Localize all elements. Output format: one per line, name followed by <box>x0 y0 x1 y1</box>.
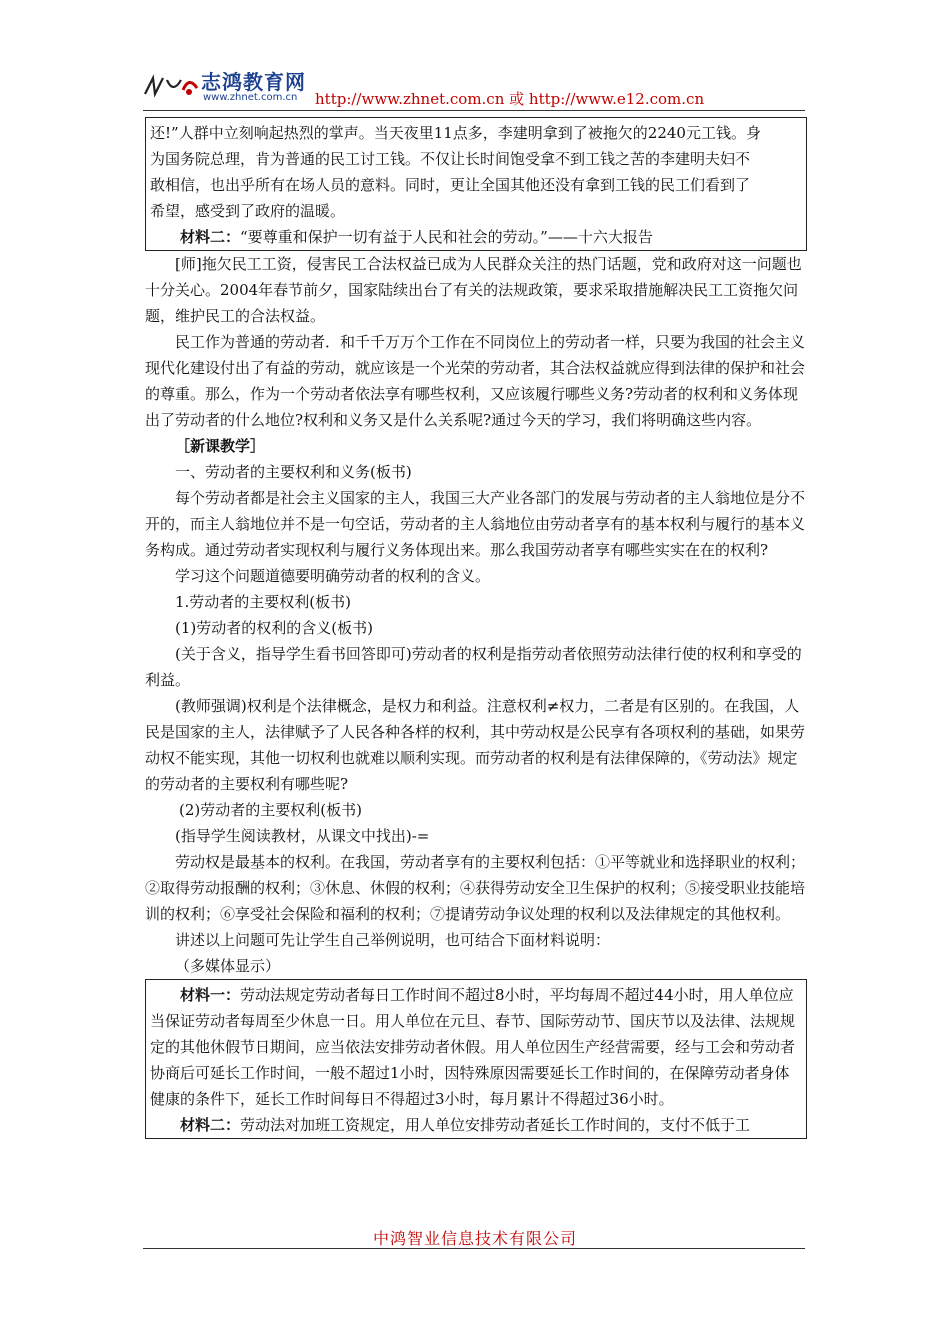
heading-level-3: (1)劳动者的权利的含义(板书) <box>175 619 373 637</box>
header-divider <box>143 110 805 111</box>
footer-company: 中鸿智业信息技术有限公司 <box>372 1229 577 1248</box>
paragraph: 学习这个问题道德要明确劳动者的权利的含义。 <box>175 567 491 585</box>
material-two <box>146 1112 806 1138</box>
material-text: 劳动法规定劳动者每日工作时间不超过8小时，平均每周不超过44小时，用人单位应当保证劳动者每周至少休息一日。用人单位在元旦、春节、国际劳动节、国庆节以及法律、法规规定的其他休假节日期间，应当依法安排劳动者休假。用人单位因生产经营需要，经与工会和劳动者协商后可延长工作时间，一般不超过1小时，因特殊原因需要延长工作时间的，在保障劳动者身体健康的条件下，延长工作时间每日不得超过3小时，每月累计不得超过36小时。 <box>150 986 796 1108</box>
logo-mark-icon <box>143 72 199 102</box>
section-heading: ［新课教学］ <box>175 437 266 455</box>
document-body <box>145 117 807 1139</box>
paragraph: (指导学生阅读教材，从课文中找出)-= <box>175 827 430 845</box>
material-label: 材料二： <box>180 1116 241 1134</box>
logo-url-text: www.zhnet.com.cn <box>203 92 298 103</box>
box-line: 敢相信，也出乎所有在场人员的意料。同时，更让全国其他还没有拿到工钱的民工们看到了 <box>150 176 751 194</box>
paragraph: 每个劳动者都是社会主义国家的主人，我国三大产业各部门的发展与劳动者的主人翁地位是分不开的，而主人翁地位并不是一句空话，劳动者的主人翁地位由劳动者享有的基本权利与履行的基本义务构成。通过劳动者实现权利与履行义务体现出来。那么我国劳动者享有哪些实实在在的权利? <box>145 489 806 559</box>
material-one <box>146 982 806 1112</box>
site-logo[interactable] <box>143 66 313 106</box>
material-label: 材料二： <box>180 228 241 246</box>
heading-level-3: (2)劳动者的主要权利(板书) <box>179 801 362 819</box>
page-header <box>143 62 805 110</box>
paragraph: （多媒体显示） <box>175 957 281 975</box>
box-line: 还!”人群中立刻响起热烈的掌声。当天夜里11点多，李建明拿到了被拖欠的2240元工钱。身 <box>150 124 761 142</box>
paragraph: (关于含义，指导学生看书回答即可)劳动者的权利是指劳动者依照劳动法律行使的权利和享受的利益。 <box>145 645 802 689</box>
paragraph: 劳动权是最基本的权利。在我国，劳动者享有的主要权利包括：①平等就业和选择职业的权利；②取得劳动报酬的权利；③休息、休假的权利；④获得劳动安全卫生保护的权利；⑤接受职业技能培训的权利；⑥享受社会保险和福利的权利；⑦提请劳动争议处理的权利以及法律规定的其他权利。 <box>145 853 806 923</box>
footer-divider <box>143 1248 805 1249</box>
material-text: 劳动法对加班工资规定，用人单位安排劳动者延长工作时间的，支付不低于工 <box>240 1116 751 1134</box>
box-line: 希望，感受到了政府的温暖。 <box>150 202 346 220</box>
material-box-top <box>145 117 807 251</box>
material-label: 材料一： <box>180 986 241 1004</box>
heading-level-1: 一、劳动者的主要权利和义务(板书) <box>175 463 412 481</box>
heading-level-2: 1.劳动者的主要权利(板书) <box>175 593 352 611</box>
paragraph: (教师强调)权利是个法律概念，是权力和利益。注意权利≠权力，二者是有区别的。在我国，人民是国家的主人，法律赋予了人民各种各样的权利，其中劳动权是公民享有各项权利的基础，如果劳动权不能实现，其他一切权利也就难以顺利实现。而劳动者的权利是有法律保障的，《劳动法》规定的劳动者的主要权利有哪些呢? <box>145 697 806 793</box>
paragraph: 民工作为普通的劳动者．和千千万万个工作在不同岗位上的劳动者一样，只要为我国的社会主义现代化建设付出了有益的劳动，就应该是一个光荣的劳动者，其合法权益就应得到法律的保护和社会的尊重。那么，作为一个劳动者依法享有哪些权利，又应该履行哪些义务?劳动者的权利和义务体现出了劳动者的什么地位?权利和义务又是什么关系呢?通过今天的学习，我们将明确这些内容。 <box>145 333 806 429</box>
material-box-bottom <box>145 979 807 1139</box>
header-url-links[interactable]: http://www.zhnet.com.cn 或 http://www.e12.com.cn <box>315 90 705 108</box>
box-line: 为国务院总理，肯为普通的民工讨工钱。不仅让长时间饱受拿不到工钱之苦的李建明夫妇不 <box>150 150 751 168</box>
paragraph: 讲述以上问题可先让学生自己举例说明，也可结合下面材料说明： <box>175 931 611 949</box>
material-text: “要尊重和保护一切有益于人民和社会的劳动。”——十六大报告 <box>240 228 653 246</box>
paragraph: [师]拖欠民工工资，侵害民工合法权益已成为人民群众关注的热门话题，党和政府对这一问题也十分关心。2004年春节前夕，国家陆续出台了有关的法规政策，要求采取措施解决民工工资拖欠问题，维护民工的合法权益。 <box>145 255 802 325</box>
logo-brand-text: 志鸿教育网 <box>201 70 306 94</box>
material-two-quote <box>146 224 806 250</box>
